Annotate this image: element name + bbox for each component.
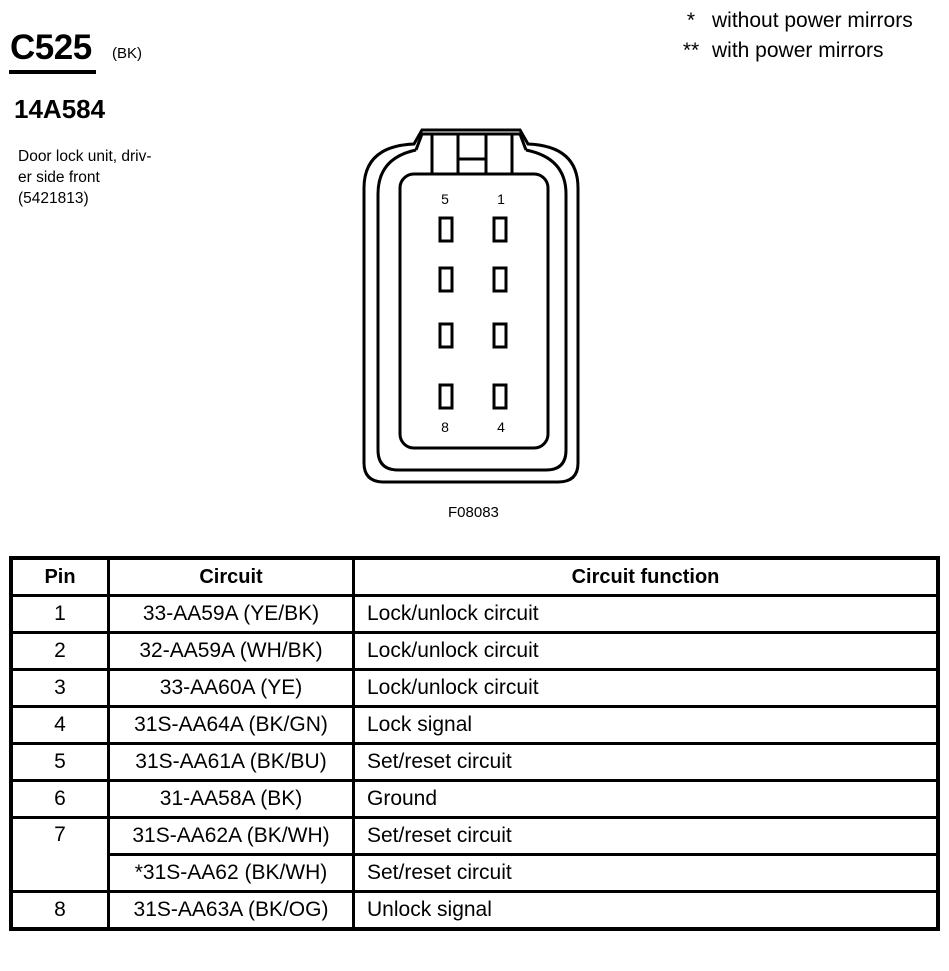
legend-symbol: ** (682, 39, 700, 62)
pin-cell: 4 (11, 707, 109, 744)
function-cell: Ground (354, 781, 939, 818)
footnote-legend (670, 6, 913, 66)
table-header-row (11, 558, 938, 596)
legend-text: without power mirrors (712, 9, 913, 32)
function-cell: Lock/unlock circuit (354, 633, 939, 670)
pin-cell: 3 (11, 670, 109, 707)
terminal-4 (494, 385, 506, 408)
terminal-8 (440, 385, 452, 408)
pin-label-1: 1 (497, 191, 505, 207)
circuit-cell: *31S-AA62 (BK/WH) (109, 855, 354, 892)
terminal-5 (440, 218, 452, 241)
pin-cell: 7 (11, 818, 109, 892)
component-description (18, 146, 188, 209)
connector-face-diagram (360, 118, 590, 498)
legend-text: with power mirrors (712, 39, 884, 62)
column-header-circuit: Circuit (109, 558, 354, 596)
figure-id: F08083 (448, 504, 499, 521)
circuit-cell: 31-AA58A (BK) (109, 781, 354, 818)
pin-table (9, 556, 940, 931)
circuit-cell: 31S-AA61A (BK/BU) (109, 744, 354, 781)
function-cell: Lock/unlock circuit (354, 670, 939, 707)
pin-label-5: 5 (441, 191, 449, 207)
part-number: 14A584 (14, 94, 106, 124)
pin-label-8: 8 (441, 419, 449, 435)
table-row (11, 596, 938, 633)
terminal-1 (494, 218, 506, 241)
terminal-7 (440, 324, 452, 347)
terminal-6 (440, 268, 452, 291)
table-row (11, 744, 938, 781)
pin-cell: 2 (11, 633, 109, 670)
column-header-function: Circuit function (354, 558, 939, 596)
function-cell: Lock signal (354, 707, 939, 744)
table-row (11, 707, 938, 744)
connector-middle-shell (378, 150, 566, 470)
pin-cell: 5 (11, 744, 109, 781)
connector-inner-face (400, 174, 548, 448)
circuit-cell: 33-AA60A (YE) (109, 670, 354, 707)
legend-item (670, 6, 913, 36)
legend-item (670, 36, 913, 66)
pin-cell: 8 (11, 892, 109, 930)
circuit-cell: 32-AA59A (WH/BK) (109, 633, 354, 670)
pin-cell: 1 (11, 596, 109, 633)
legend-symbol: * (686, 9, 696, 32)
pin-cell: 6 (11, 781, 109, 818)
circuit-cell: 31S-AA64A (BK/GN) (109, 707, 354, 744)
function-cell: Set/reset circuit (354, 855, 939, 892)
connector-color: (BK) (112, 45, 142, 62)
table-row (11, 892, 938, 930)
function-cell: Lock/unlock circuit (354, 596, 939, 633)
column-header-pin: Pin (11, 558, 109, 596)
description-line: er side front (18, 169, 100, 186)
table-row (11, 818, 938, 855)
table-row (11, 633, 938, 670)
table-row (11, 855, 938, 892)
description-line: Door lock unit, driv- (18, 148, 152, 165)
terminal-3 (494, 324, 506, 347)
connector-id: C525 (10, 28, 92, 67)
table-row (11, 670, 938, 707)
pin-label-4: 4 (497, 419, 505, 435)
function-cell: Set/reset circuit (354, 818, 939, 855)
connector-id-underline (9, 70, 96, 74)
circuit-cell: 31S-AA63A (BK/OG) (109, 892, 354, 930)
circuit-cell: 33-AA59A (YE/BK) (109, 596, 354, 633)
function-cell: Set/reset circuit (354, 744, 939, 781)
description-line: (5421813) (18, 190, 89, 207)
terminal-2 (494, 268, 506, 291)
circuit-cell: 31S-AA62A (BK/WH) (109, 818, 354, 855)
function-cell: Unlock signal (354, 892, 939, 930)
table-row (11, 781, 938, 818)
